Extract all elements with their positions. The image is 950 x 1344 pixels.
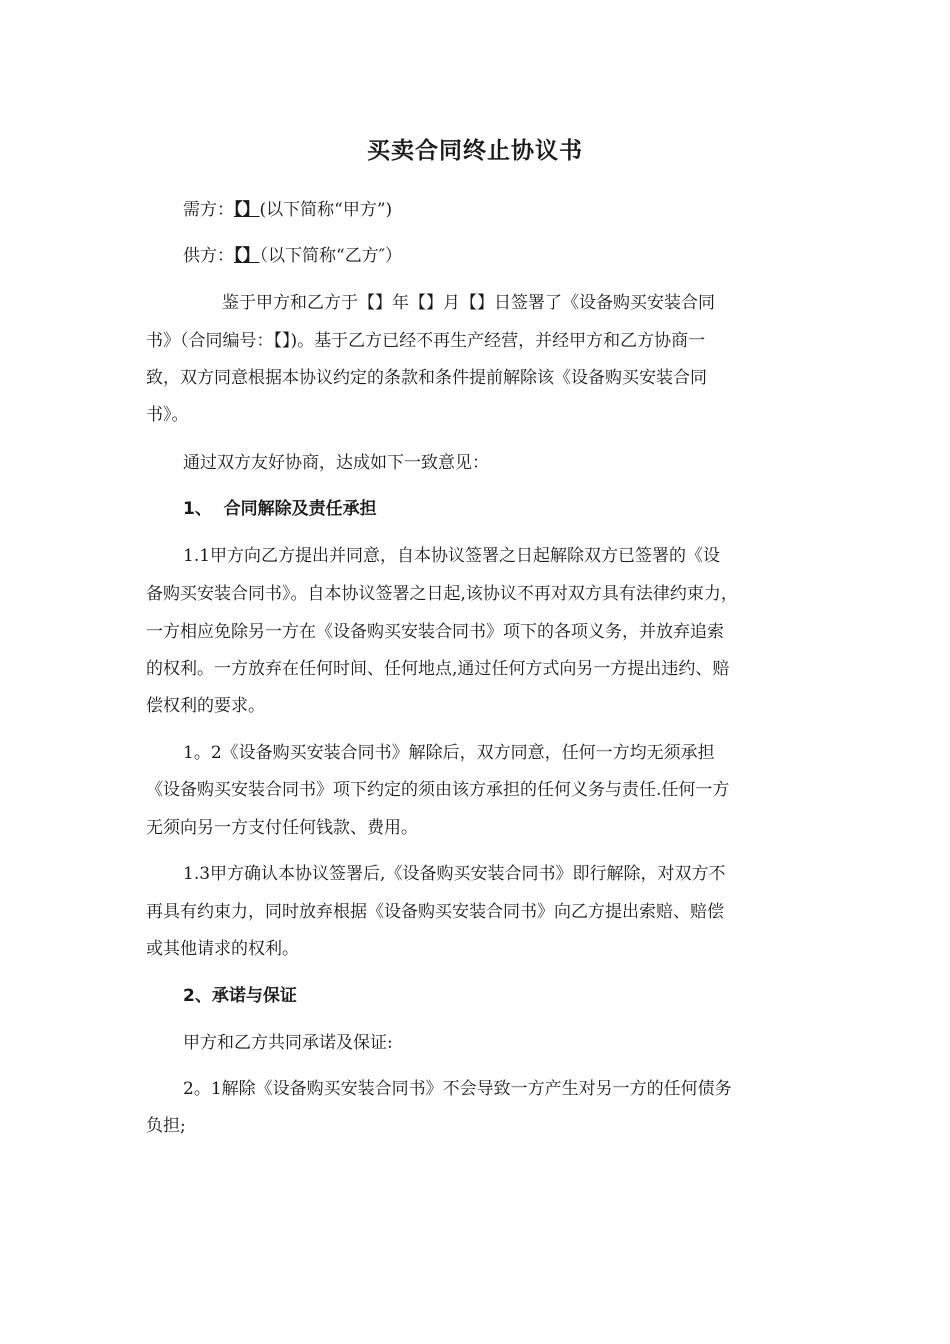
clause-1-3-line: 或其他请求的权利。 — [146, 939, 299, 959]
party-a-blank: 【】 — [234, 200, 260, 220]
clause-1-2-line: 无须向另一方支付任何钱款、费用。 — [146, 818, 418, 838]
clause-1-2-line: 1。2《设备购买安装合同书》解除后，双方同意，任何一方均无须承担 — [183, 743, 715, 763]
section-2-heading: 2、承诺与保证 — [183, 986, 297, 1006]
party-b-line — [183, 244, 402, 268]
consensus-intro: 通过双方友好协商，达成如下一致意见： — [183, 453, 489, 473]
document-title: 买卖合同终止协议书 — [367, 138, 583, 164]
preamble-line: 致，双方同意根据本协议约定的条款和条件提前解除该《设备购买安装合同 — [146, 368, 707, 388]
section-2-intro: 甲方和乙方共同承诺及保证: — [183, 1033, 393, 1053]
clause-1-1-line: 1.1甲方向乙方提出并同意，自本协议签署之日起解除双方已签署的《设 — [183, 546, 721, 566]
clause-1-3-line: 1.3甲方确认本协议签署后,《设备购买安装合同书》即行解除，对双方不 — [183, 864, 726, 884]
clause-1-1-line: 偿权利的要求。 — [146, 696, 265, 716]
party-a-label: 需方： — [183, 200, 234, 220]
party-b-suffix: （以下简称“乙方″） — [259, 246, 403, 266]
clause-1-1-line: 一方相应免除另一方在《设备购买安装合同书》项下的各项义务，并放弃追索 — [146, 622, 724, 642]
party-a-suffix: (以下简称“甲方”) — [259, 200, 393, 220]
clause-1-1-line: 备购买安装合同书》。自本协议签署之日起,该协议不再对双方具有法律约束力， — [146, 584, 738, 604]
clause-1-3-line: 再具有约束力，同时放弃根据《设备购买安装合同书》向乙方提出索赔、赔偿 — [146, 902, 724, 922]
clause-1-2-line: 《设备购买安装合同书》项下约定的须由该方承担的任何义务与责任.任何一方 — [146, 780, 730, 800]
preamble-line: 书》。 — [146, 405, 189, 425]
preamble-line: 书》（合同编号：【】)。基于乙方已经不再生产经营，并经甲方和乙方协商一 — [146, 331, 706, 351]
clause-2-1-line: 2。1解除《设备购买安装合同书》不会导致一方产生对另一方的任何债务 — [183, 1079, 732, 1099]
party-a-line — [183, 198, 392, 222]
clause-2-1-line: 负担; — [146, 1116, 186, 1136]
party-b-label: 供方： — [183, 246, 234, 266]
party-b-blank: 【】 — [234, 246, 260, 266]
preamble-line: 鉴于甲方和乙方于【】年【】月【】日签署了《设备购买安装合同 — [222, 293, 715, 313]
section-1-heading: 1、 合同解除及责任承担 — [183, 499, 377, 519]
clause-1-1-line: 的权利。一方放弃在任何时间、任何地点,通过任何方式向另一方提出违约、赔 — [146, 659, 730, 679]
